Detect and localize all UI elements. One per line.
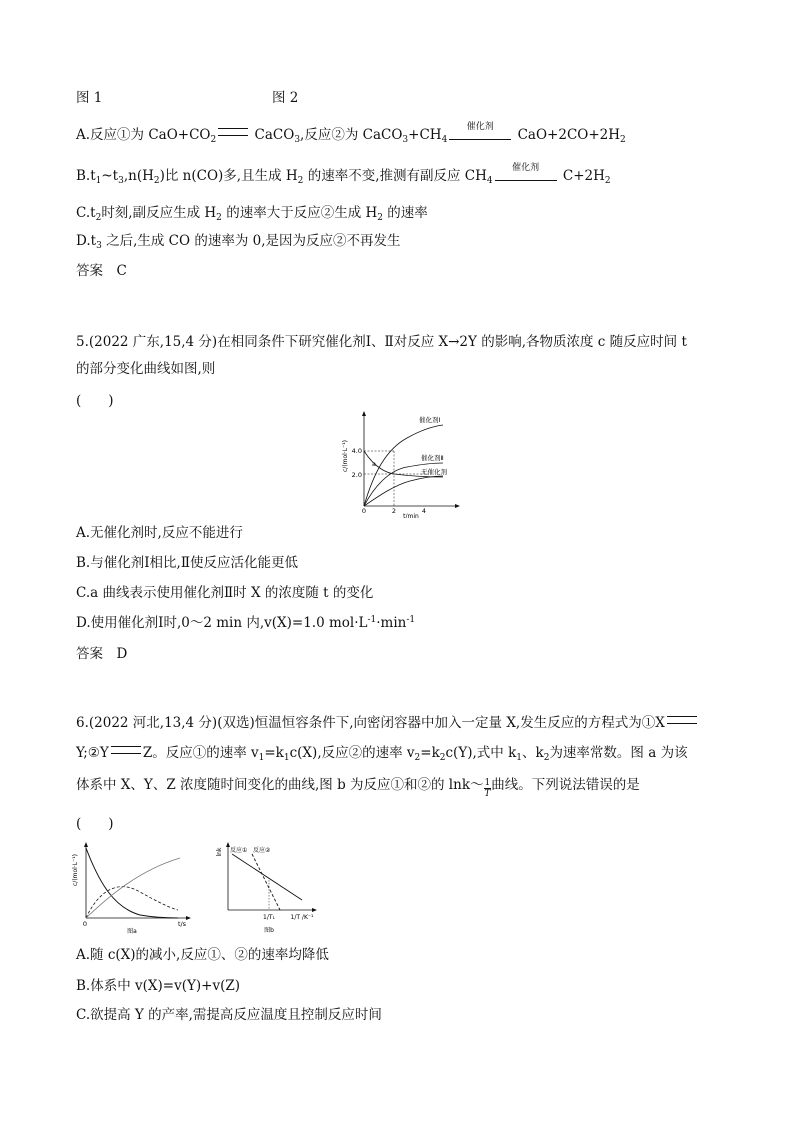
no-catalyst-label: 无催化剂 (421, 468, 447, 476)
q5-option-a: A.无催化剂时,反应不能进行 (76, 525, 243, 541)
catalyst-1-label: 催化剂Ⅰ (419, 416, 441, 424)
q5-option-c: C.a 曲线表示使用催化剂Ⅱ时 X 的浓度随 t 的变化 (76, 585, 374, 601)
line-reaction-1 (232, 854, 302, 900)
q6-option-c: C.欲提高 Y 的产率,需提高反应温度且控制反应时间 (76, 1007, 382, 1023)
q6-stem-line2: Y;②Y Z。反应①的速率 $v_1=k_1c(X)$,反应②的速率 $v_2=k_2c(Y)$,式中 $k_1$、$k_2$为速率常数。图 a 为该 (76, 745, 688, 763)
q4-option-c: $C.t_2$时刻,副反应生成 $H_2$ 的速率大于反应②生成 $H_2$ 的速率 (76, 205, 428, 223)
q5-x-tick: 2 (391, 507, 397, 515)
q5-option-d: D.使用催化剂Ⅰ时,0～2 min 内,v(X)=1.0 $mol\cdot L^{-1}\cdot\min^{-1}$ (76, 615, 416, 631)
q6-stem-line3: 体系中 X、Y、Z 浓度随时间变化的曲线,图 b 为反应①和②的 lnk～ $\frac{1}{T}$ 曲线。下列说法错误的是 (76, 777, 640, 799)
curve-y (86, 887, 178, 918)
equals-sign-icon (111, 746, 141, 754)
curve-no-catalyst (364, 476, 443, 506)
q5-x-axis-label: t/min (403, 513, 419, 518)
catalyst-2-label: 催化剂Ⅱ (421, 454, 444, 462)
catalyst-arrow: 催化剂 (493, 167, 559, 185)
q5-option-b: B.与催化剂Ⅰ相比,Ⅱ使反应活化能更低 (76, 555, 299, 571)
q5-stem-line2: 的部分变化曲线如图,则 (76, 361, 216, 377)
graph-a-x-label: t/s (177, 920, 187, 928)
fraction-1-over-t: $\frac{1}{T}$ (484, 778, 491, 799)
figure-2-caption: 图 2 (272, 90, 299, 106)
q5-answer-parentheses: ( ) (76, 393, 114, 409)
figure-1-caption: 图 1 (76, 90, 103, 106)
q6-graph-b (214, 840, 320, 938)
q6-option-b: B.体系中 v(X)=v(Y)+v(Z) (76, 978, 241, 994)
graph-b-caption: 图b (264, 927, 274, 934)
q6-option-a: A.随 c(X)的减小,反应①、②的速率均降低 (76, 947, 329, 963)
curve-x (86, 848, 178, 918)
graph-b-x-tick: 1/T₁ (263, 914, 275, 921)
graph-b-y-label: lnk (216, 847, 223, 857)
equals-sign-icon (667, 716, 697, 724)
graph-a-caption: 图a (127, 928, 137, 935)
q5-y-tick: 4.0 (351, 447, 362, 455)
q4-answer: 答案 C (76, 263, 127, 279)
q5-y-tick: 2.0 (351, 471, 362, 479)
graph-a-origin: 0 (82, 920, 88, 928)
reaction-2-label: 反应② (253, 847, 271, 854)
q6-answer-parentheses: ( ) (76, 816, 114, 832)
q4-option-d: $D.t_3$ 之后,生成 CO 的速率为 0,是因为反应②不再发生 (76, 233, 401, 251)
reaction-1-label: 反应① (230, 847, 248, 854)
q6-stem-line1: 6.(2022 河北,13,4 分)(双选)恒温恒容条件下,向密闭容器中加入一定量 X,发生反应的方程式为①X (76, 714, 699, 732)
curve-a-label: a (372, 460, 376, 468)
q5-x-tick: 4 (421, 507, 427, 515)
graph-a-y-label: c/(mol·L⁻¹) (72, 853, 79, 887)
q5-stem-line1: 5.(2022 广东,15,4 分)在相同条件下研究催化剂Ⅰ、Ⅱ对反应 X→2Y 的影响,各物质浓度 c 随反应时间 t (76, 334, 687, 350)
q5-y-axis-label: c/(mol·L⁻¹) (342, 439, 349, 473)
curve-z (86, 858, 180, 918)
graph-b-x-label: 1/T /K⁻¹ (290, 914, 314, 921)
q6-graph-a (70, 840, 196, 936)
q5-answer: 答案 D (76, 646, 128, 662)
q4-option-b: $B.t_1\sim t_3,n(H_2)$比 n(CO)多,且生成 $H_2$ 的速率不变,推测有副反应 $CH_4$ 催化剂 $C+2H_2$ (76, 163, 611, 186)
q5-x-tick: 0 (361, 507, 367, 515)
line-reaction-2 (252, 854, 280, 910)
q4-option-a: A.反应①为 $CaO+CO_2$ CaCO$_3$,反应②为 $CaCO_3+CH_4$ 催化剂 $CaO+2CO+2H_2$ (76, 122, 626, 145)
q5-concentration-graph (335, 410, 465, 518)
catalyst-arrow: 催化剂 (447, 126, 513, 144)
equals-sign-icon (218, 128, 248, 136)
